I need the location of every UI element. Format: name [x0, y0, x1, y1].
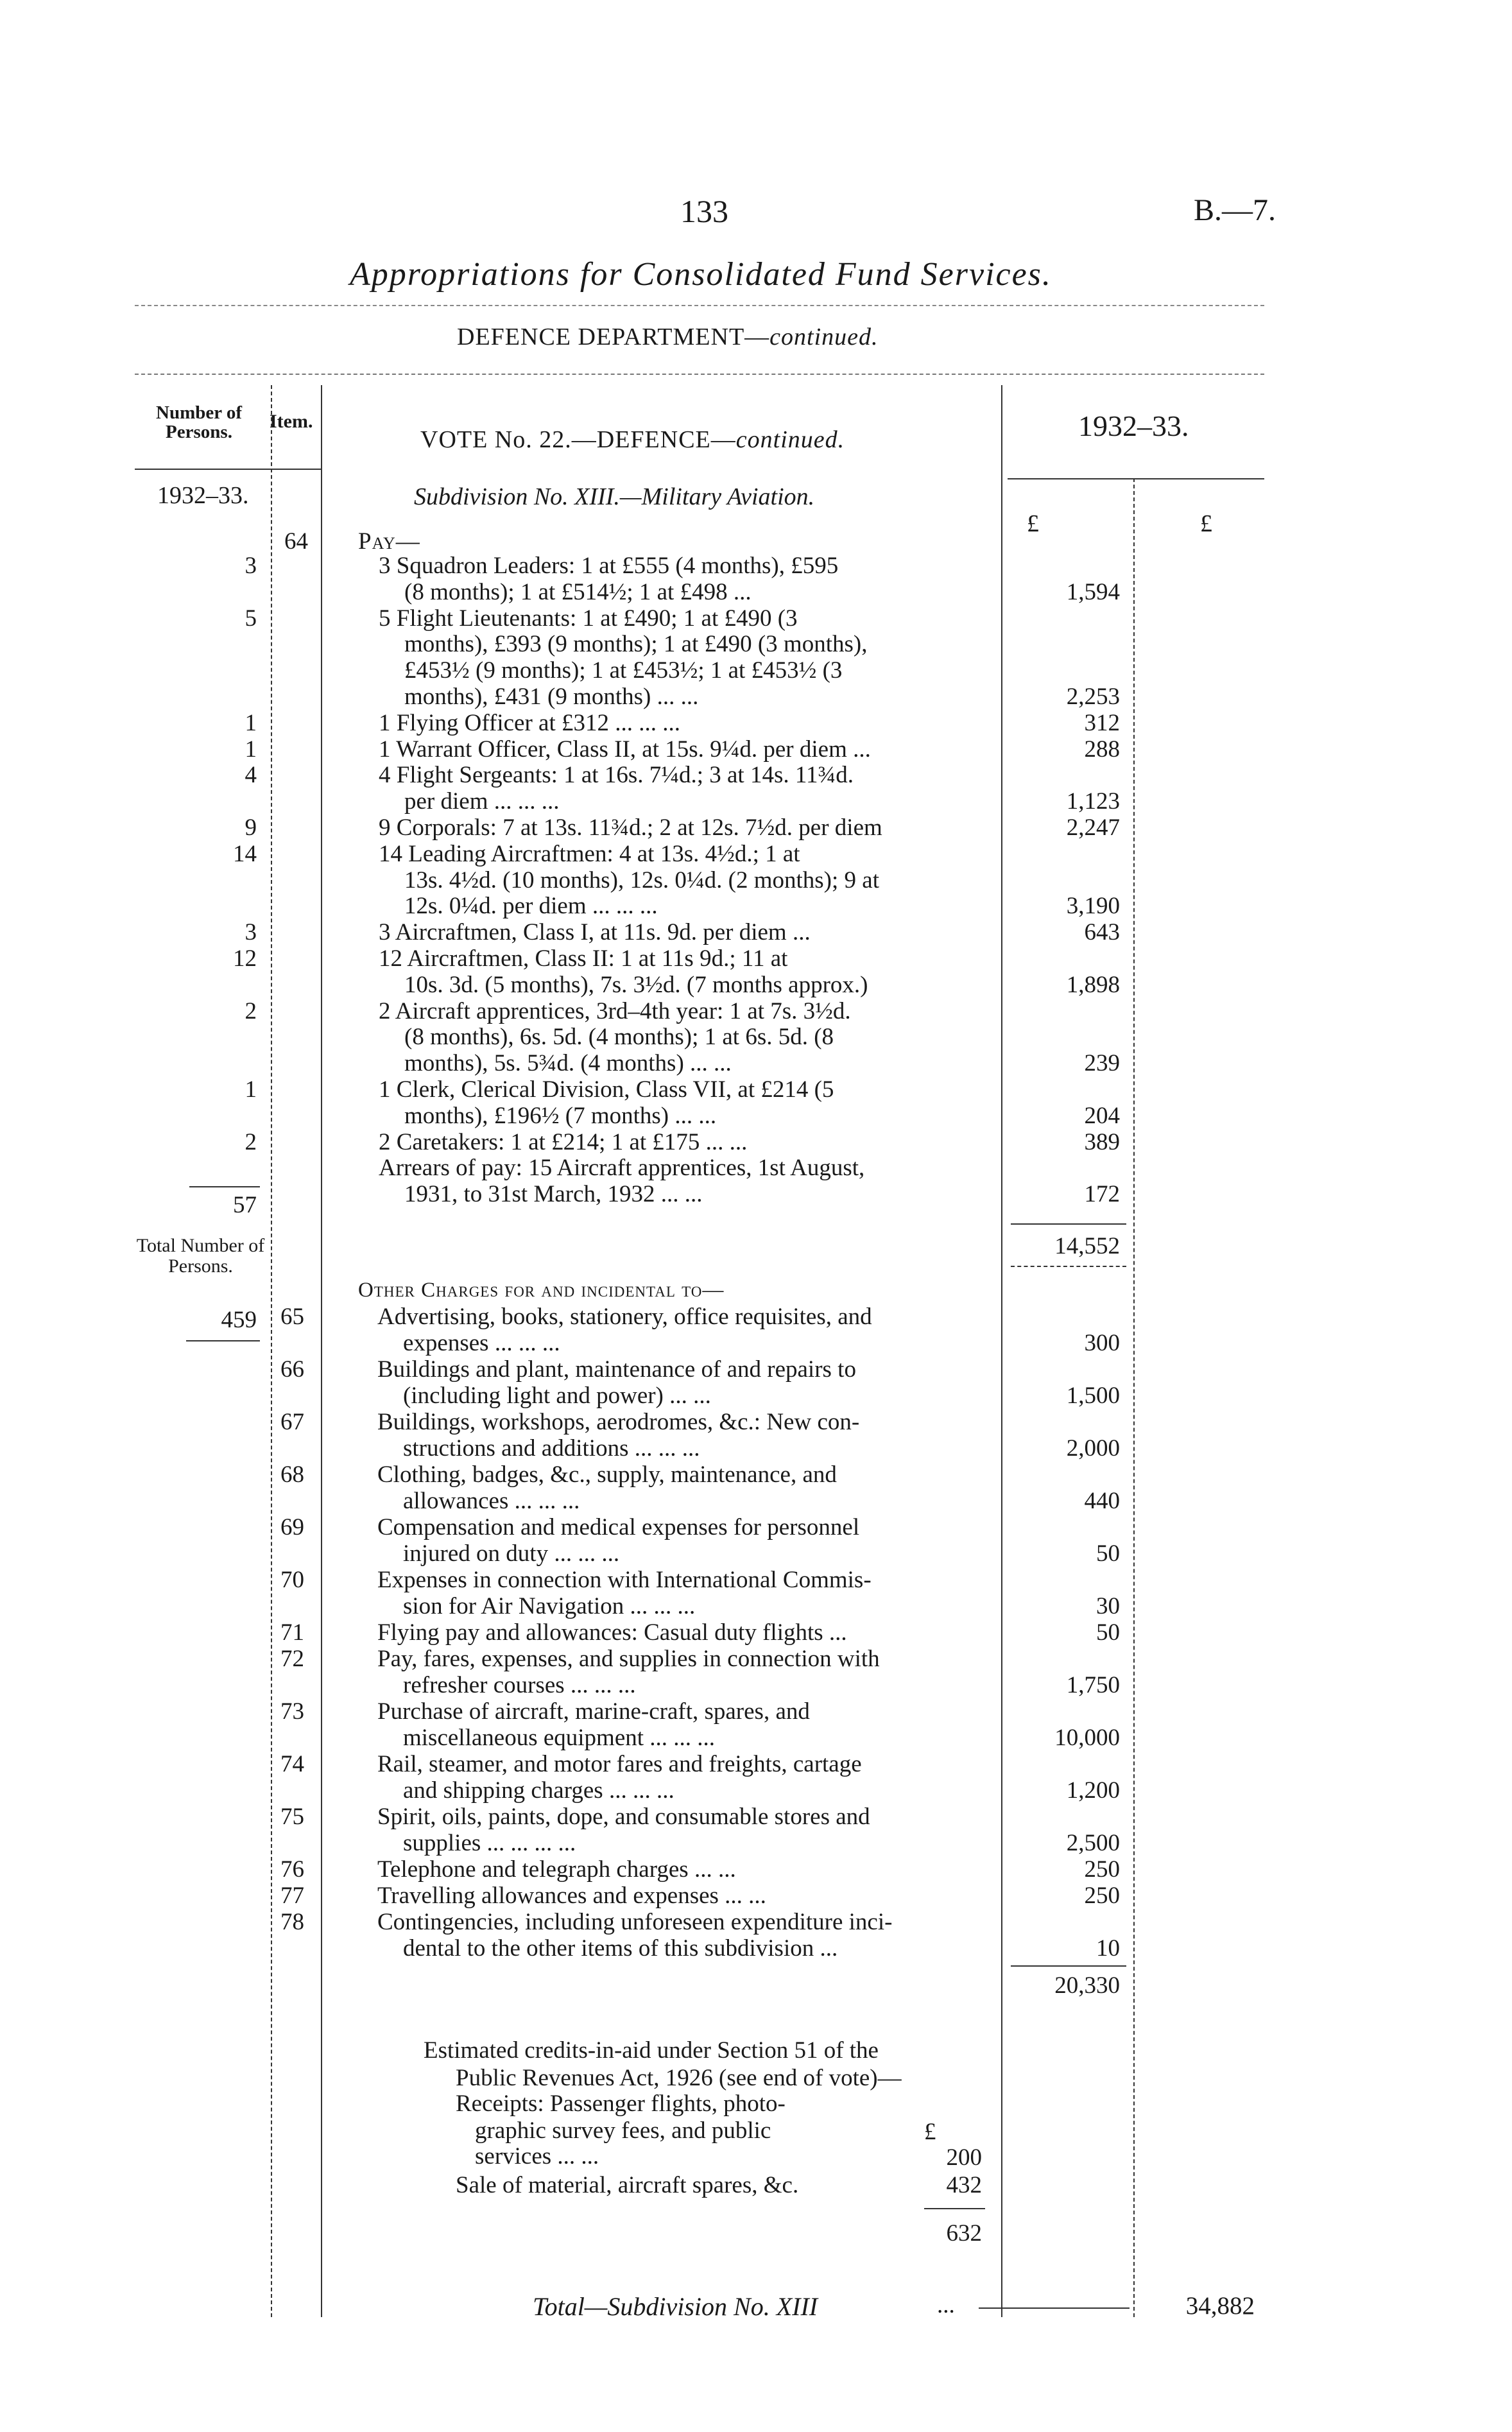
item-column-right-rule — [321, 385, 322, 2317]
pay-amount: 1,594 — [1066, 578, 1120, 605]
item-number: 73 — [280, 1698, 304, 1725]
header-rule — [135, 374, 1264, 375]
pay-line: £453½ (9 months); 1 at £453½; 1 at £453½ (3 — [404, 657, 843, 684]
item-number: 69 — [280, 1514, 304, 1540]
pay-line: months), £431 (9 months) ... ... — [404, 684, 699, 710]
credits-sale-label: Sale of material, aircraft spares, &c. — [456, 2172, 799, 2198]
charge-amount: 50 — [1096, 1540, 1120, 1567]
charge-line: Telephone and telegraph charges ... ... — [377, 1856, 736, 1883]
charge-amount: 2,500 — [1066, 1830, 1120, 1856]
pay-amount: 643 — [1084, 919, 1120, 946]
charge-line: miscellaneous equipment ... ... ... — [403, 1725, 716, 1751]
charge-amount: 1,500 — [1066, 1383, 1120, 1409]
charge-amount: 1,200 — [1066, 1777, 1120, 1804]
page-number: 133 — [680, 193, 728, 229]
pay-line: per diem ... ... ... — [404, 788, 560, 815]
pay-line: 12s. 0¼d. per diem ... ... ... — [404, 893, 658, 920]
charge-line: Pay, fares, expenses, and supplies in connection with — [377, 1646, 880, 1672]
item-number: 78 — [280, 1909, 304, 1935]
charge-line: and shipping charges ... ... ... — [403, 1777, 674, 1804]
charge-line: refresher courses ... ... ... — [403, 1672, 636, 1698]
charge-amount: 250 — [1084, 1856, 1120, 1883]
vote-title: VOTE No. 22.—DEFENCE— — [420, 426, 736, 453]
charge-amount: 50 — [1096, 1619, 1120, 1646]
subdivision-total-leader — [979, 2307, 1130, 2309]
charge-line: dental to the other items of this subdivision ... — [403, 1935, 838, 1962]
subdivision-title: Subdivision No. XIII.—Military Aviation. — [414, 483, 815, 510]
item-number: 67 — [280, 1409, 304, 1435]
item-number: 65 — [280, 1304, 304, 1330]
charge-line: (including light and power) ... ... — [403, 1383, 711, 1409]
pound-column-1: £ — [1027, 510, 1039, 537]
pay-line: 5 Flight Lieutenants: 1 at £490; 1 at £490 (3 — [379, 605, 798, 632]
item-number: 70 — [280, 1567, 304, 1593]
year-header: 1932–33. — [1078, 410, 1189, 442]
document-reference: B.—7. — [1194, 193, 1276, 227]
item-number: 76 — [280, 1856, 304, 1883]
subdivision-total-dots: ... — [937, 2292, 955, 2318]
charge-line: supplies ... ... ... ... — [403, 1830, 576, 1856]
persons-count: 1 — [245, 736, 257, 763]
persons-count: 2 — [245, 997, 257, 1024]
department-continued: continued. — [769, 323, 879, 350]
item-number: 77 — [280, 1883, 304, 1909]
pay-amount: 2,253 — [1066, 684, 1120, 710]
persons-count: 14 — [233, 840, 257, 867]
total-persons-value: 459 — [221, 1307, 257, 1333]
item-number: 66 — [280, 1356, 304, 1383]
charge-line: Compensation and medical expenses for personnel — [377, 1514, 860, 1540]
charge-line: Rail, steamer, and motor fares and freights, cartage — [377, 1751, 862, 1777]
charge-line: expenses ... ... ... — [403, 1330, 560, 1356]
persons-count: 2 — [245, 1128, 257, 1155]
charge-line: injured on duty ... ... ... — [403, 1540, 620, 1567]
persons-count: 1 — [245, 709, 257, 736]
other-charges-total: 20,330 — [1054, 1972, 1120, 1999]
pay-line: Arrears of pay: 15 Aircraft apprentices, 1st August, — [379, 1155, 865, 1182]
charge-line: Purchase of aircraft, marine-craft, spares, and — [377, 1698, 810, 1725]
persons-count: 12 — [233, 945, 257, 972]
persons-count: 4 — [245, 762, 257, 789]
credits-sale-amount: 432 — [946, 2172, 982, 2198]
credits-line: services ... ... — [475, 2143, 599, 2169]
pay-line: (8 months); 1 at £514½; 1 at £498 ... — [404, 578, 752, 605]
charge-amount: 10,000 — [1054, 1725, 1120, 1751]
item-column-left-rule — [271, 385, 272, 2317]
credits-line: Estimated credits-in-aid under Section 51 of the — [424, 2037, 879, 2064]
item-number: 75 — [280, 1804, 304, 1830]
persons-count: 9 — [245, 815, 257, 841]
amount-column-left-rule — [1001, 385, 1002, 2317]
pay-amount-total: 14,552 — [1054, 1233, 1120, 1259]
charge-amount: 440 — [1084, 1488, 1120, 1514]
pay-line: months), £196½ (7 months) ... ... — [404, 1102, 717, 1129]
pay-line: 2 Caretakers: 1 at £214; 1 at £175 ... ... — [379, 1128, 748, 1155]
pay-line: months), £393 (9 months); 1 at £490 (3 months), — [404, 631, 868, 658]
page-title: Appropriations for Consolidated Fund Services. — [350, 256, 1052, 293]
pay-amount: 288 — [1084, 736, 1120, 763]
pay-total-underline — [1011, 1266, 1126, 1267]
charge-line: Contingencies, including unforeseen expenditure inci- — [377, 1909, 893, 1935]
credits-line: Receipts: Passenger flights, photo- — [456, 2091, 786, 2117]
number-of-persons-header: Number of Persons. — [156, 402, 242, 442]
pay-amount: 3,190 — [1066, 893, 1120, 920]
credits-total-rule — [924, 2208, 985, 2209]
charge-line: allowances ... ... ... — [403, 1488, 580, 1514]
pay-amount: 172 — [1084, 1181, 1120, 1208]
credits-line: graphic survey fees, and public — [475, 2117, 771, 2144]
charge-line: Buildings and plant, maintenance of and repairs to — [377, 1356, 856, 1383]
persons-count: 3 — [245, 919, 257, 946]
pay-line: 1 Flying Officer at £312 ... ... ... — [379, 709, 680, 736]
charge-line: Travelling allowances and expenses ... ... — [377, 1883, 766, 1909]
charge-amount: 2,000 — [1066, 1435, 1120, 1462]
pay-persons-total: 57 — [233, 1192, 257, 1218]
department-name: DEFENCE DEPARTMENT— — [457, 323, 770, 350]
persons-subtotal-rule — [189, 1186, 260, 1187]
pay-amount: 312 — [1084, 709, 1120, 736]
item-number: 72 — [280, 1646, 304, 1672]
department-heading — [457, 323, 879, 351]
credits-line: Public Revenues Act, 1926 (see end of vote)— — [456, 2065, 902, 2091]
pay-line: 3 Squadron Leaders: 1 at £555 (4 months), £595 — [379, 553, 839, 579]
pay-amount: 389 — [1084, 1128, 1120, 1155]
item-number: 74 — [280, 1751, 304, 1777]
total-persons-label: Total Number of Persons. — [136, 1235, 265, 1277]
pay-line: months), 5s. 5¾d. (4 months) ... ... — [404, 1050, 732, 1077]
charge-line: Flying pay and allowances: Casual duty flights ... — [377, 1619, 847, 1646]
year-header-rule — [1008, 478, 1264, 479]
item-header: Item. — [270, 411, 313, 432]
credits-total: 632 — [946, 2220, 982, 2247]
pay-amount: 1,898 — [1066, 971, 1120, 998]
year-left-label: 1932–33. — [157, 482, 249, 509]
pay-amount-total-rule — [1011, 1223, 1126, 1225]
persons-count: 5 — [245, 605, 257, 632]
vote-heading — [420, 426, 845, 454]
persons-count: 3 — [245, 553, 257, 579]
amount-column-right-rule — [1133, 478, 1135, 2317]
pay-line: 3 Aircraftmen, Class I, at 11s. 9d. per diem ... — [379, 919, 811, 946]
pound-column-2: £ — [1200, 510, 1212, 537]
other-total-rule — [1011, 1965, 1126, 1967]
pay-line: 1 Clerk, Clerical Division, Class VII, at £214 (5 — [379, 1076, 834, 1103]
credits-pound-sign: £ — [924, 2119, 936, 2145]
credits-receipts-amount: 200 — [946, 2144, 982, 2171]
pay-line: (8 months), 6s. 5d. (4 months); 1 at 6s. 5d. (8 — [404, 1024, 834, 1051]
charge-line: Spirit, oils, paints, dope, and consumable stores and — [377, 1804, 870, 1830]
pay-item-number: 64 — [284, 528, 308, 555]
subdivision-total-label: Total—Subdivision No. XIII — [533, 2292, 818, 2321]
pay-line: 9 Corporals: 7 at 13s. 11¾d.; 2 at 12s. 7½d. per diem — [379, 815, 882, 841]
pay-amount: 1,123 — [1066, 788, 1120, 815]
vote-continued: continued. — [735, 426, 845, 453]
subdivision-total-value: 34,882 — [1185, 2292, 1255, 2320]
charge-amount: 250 — [1084, 1883, 1120, 1909]
item-number: 68 — [280, 1462, 304, 1488]
charge-amount: 1,750 — [1066, 1672, 1120, 1698]
pay-line: 4 Flight Sergeants: 1 at 16s. 7¼d.; 3 at 14s. 11¾d. — [379, 762, 854, 789]
pay-amount: 2,247 — [1066, 815, 1120, 841]
persons-header-rule — [135, 469, 321, 470]
charge-line: Expenses in connection with International Commis- — [377, 1567, 872, 1593]
charge-line: structions and additions ... ... ... — [403, 1435, 700, 1462]
total-persons-underline — [186, 1340, 260, 1341]
pay-amount: 204 — [1084, 1102, 1120, 1129]
pay-line: 1 Warrant Officer, Class II, at 15s. 9¼d. per diem ... — [379, 736, 871, 763]
charge-line: sion for Air Navigation ... ... ... — [403, 1593, 696, 1619]
item-number: 71 — [280, 1619, 304, 1646]
charge-line: Advertising, books, stationery, office requisites, and — [377, 1304, 872, 1330]
pay-line: 1931, to 31st March, 1932 ... ... — [404, 1181, 703, 1208]
pay-line: 13s. 4½d. (10 months), 12s. 0¼d. (2 months); 9 at — [404, 867, 879, 893]
pay-line: 14 Leading Aircraftmen: 4 at 13s. 4½d.; 1 at — [379, 840, 800, 867]
charge-line: Buildings, workshops, aerodromes, &c.: New con- — [377, 1409, 860, 1435]
charge-amount: 300 — [1084, 1330, 1120, 1356]
pay-heading: Pay— — [358, 528, 420, 555]
pay-line: 10s. 3d. (5 months), 7s. 3½d. (7 months approx.) — [404, 971, 868, 998]
title-rule — [135, 305, 1264, 306]
charge-amount: 30 — [1096, 1593, 1120, 1619]
charge-amount: 10 — [1096, 1935, 1120, 1962]
pay-amount: 239 — [1084, 1050, 1120, 1077]
other-charges-heading: Other Charges for and incidental to— — [358, 1279, 725, 1302]
pay-line: 2 Aircraft apprentices, 3rd–4th year: 1 at 7s. 3½d. — [379, 997, 851, 1024]
pay-line: 12 Aircraftmen, Class II: 1 at 11s 9d.; 11 at — [379, 945, 788, 972]
persons-count: 1 — [245, 1076, 257, 1103]
charge-line: Clothing, badges, &c., supply, maintenance, and — [377, 1462, 837, 1488]
